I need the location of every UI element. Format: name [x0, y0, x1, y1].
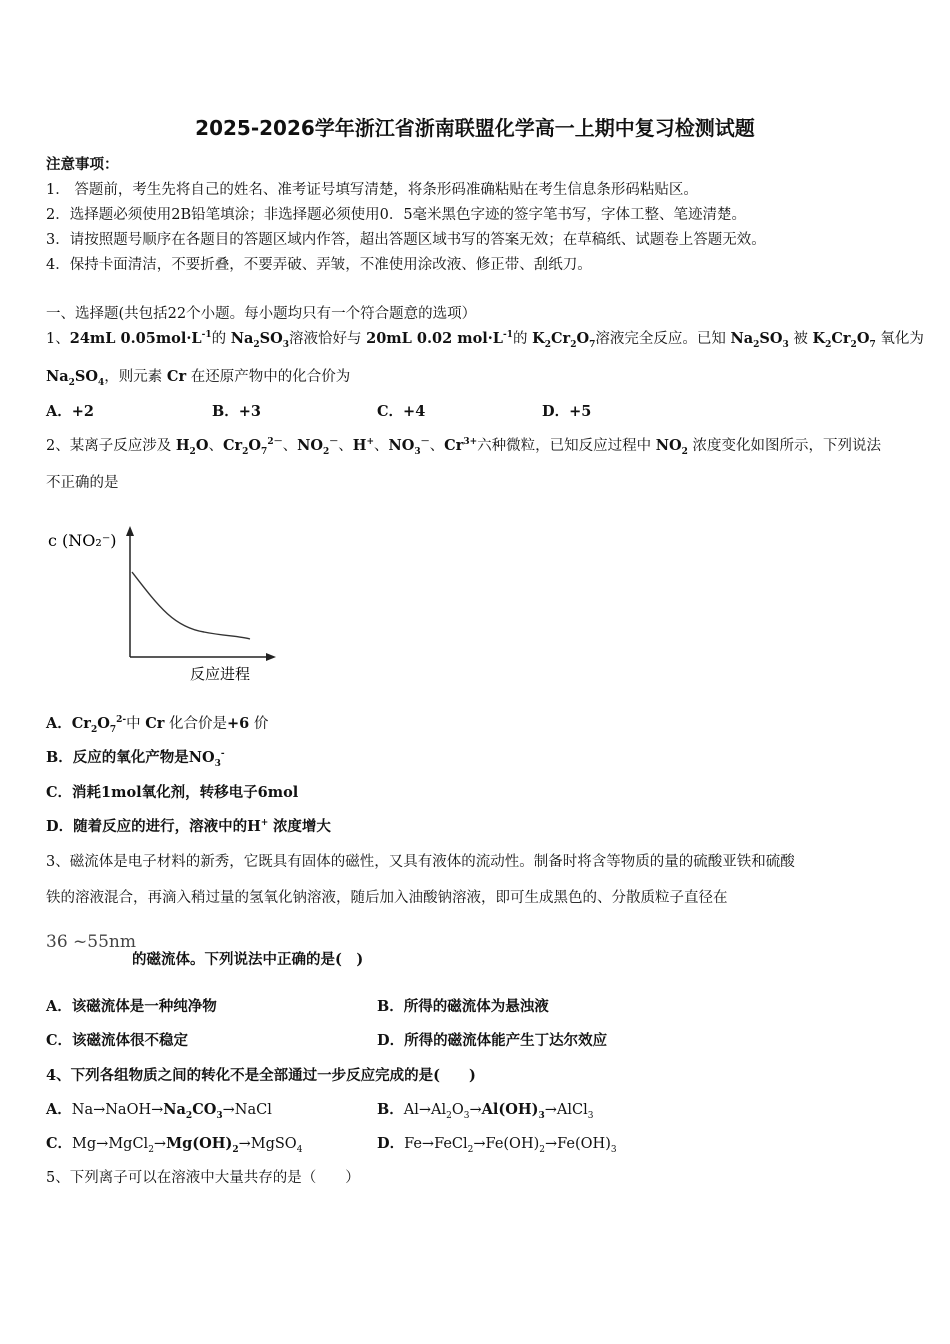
page-title: 2025-2026学年浙江省浙南联盟化学高一上期中复习检测试题 [195, 116, 755, 140]
q3-size-range: 36 ~55nm [46, 932, 136, 952]
section-heading: 一、选择题(共包括22个小题。每小题均只有一个符合题意的选项） [46, 306, 477, 322]
graph-x-arrow [266, 653, 276, 661]
q3-option-a: A．该磁流体是一种纯净物 [46, 998, 217, 1015]
q4-option-b: B．$Al\to Al_2O_3\to Al(OH)_3\to AlCl_3$ [377, 1101, 594, 1121]
q1-option-d: D．+5 [542, 403, 592, 420]
q2-option-b: B．反应的氧化产物是$NO_3^-$ [46, 749, 225, 769]
q3-stem-line1: 3、磁流体是电子材料的新秀，它既具有固体的磁性，又具有液体的流动性。制备时将含等物质的量的硫酸亚铁和硫酸 [46, 854, 795, 870]
q2-option-c: C．消耗1mol氧化剂，转移电子6mol [46, 784, 299, 801]
notice-item-1: 1． 答题前，考生先将自己的姓名、准考证号填写清楚，将条形码准确粘贴在考生信息条形码粘贴区。 [46, 182, 698, 198]
q2-option-d: D．随着反应的进行，溶液中的H+ 浓度增大 [46, 818, 331, 835]
q4-option-c: C．$Mg\to MgCl_2\to Mg(OH)_2\to MgSO_4$ [46, 1135, 303, 1155]
q2-option-d-post: 浓度增大 [272, 818, 331, 835]
q5-stem: 5、下列离子可以在溶液中大量共存的是（ ） [46, 1170, 360, 1186]
graph-x-label: 反应进程 [190, 665, 251, 683]
q3-option-d: D．所得的磁流体能产生丁达尔效应 [377, 1032, 608, 1049]
q2-stem-line2: 不正确的是 [46, 475, 119, 491]
no2-concentration-graph [44, 522, 294, 692]
notice-item-2: 2．选择题必须使用2B铅笔填涂；非选择题必须使用0．5毫米黑色字迹的签字笔书写，字体工整、笔迹清楚。 [46, 207, 747, 223]
graph-curve [132, 572, 250, 639]
notice-item-4: 4．保持卡面清洁，不要折叠，不要弄破、弄皱，不准使用涂改液、修正带、刮纸刀。 [46, 257, 592, 273]
q4-stem: 4、下列各组物质之间的转化不是全部通过一步反应完成的是( ) [46, 1067, 476, 1084]
q2-option-b-text: B．反应的氧化产物是 [46, 749, 189, 766]
q4-option-a: A．$Na\to NaOH\to Na_2CO_3\to NaCl$ [46, 1101, 272, 1121]
q1-stem-line1: 1、24mL $0.05mol\cdot L^{-1}$的 $Na_2SO_3$溶液恰好与 20mL 0.02 $mol\cdot L^{-1}$的 $K_2Cr_2O_7$溶液完全反应。已知 $Na_2SO_3$ 被 $K_2Cr_2O_7$ 氧化为 [46, 330, 924, 350]
q1-stem-line2: $Na_2SO_4$，则元素 Cr 在还原产物中的化合价为 [46, 368, 351, 388]
q1-option-c: C．+4 [377, 403, 426, 420]
graph-y-arrow [126, 526, 134, 536]
q3-option-c: C．该磁流体很不稳定 [46, 1032, 189, 1049]
notice-heading: 注意事项： [46, 156, 119, 173]
q2-option-d-pre: D．随着反应的进行，溶液中的 [46, 818, 248, 835]
q2-option-a: A．$Cr_2O_7^{2-}$中 Cr 化合价是+6 价 [46, 715, 269, 735]
q3-stem-line2: 铁的溶液混合，再滴入稍过量的氢氧化钠溶液，随后加入油酸钠溶液，即可生成黑色的、分散质粒子直径在 [46, 890, 728, 906]
q3-option-b: B．所得的磁流体为悬浊液 [377, 998, 549, 1015]
graph-y-label: c (NO₂⁻) [48, 531, 117, 550]
q4-option-d: D．$Fe\to FeCl_2\to Fe(OH)_2\to Fe(OH)_3$ [377, 1135, 617, 1155]
q3-stem-line3: 的磁流体。下列说法中正确的是( ) [132, 951, 364, 968]
notice-item-3: 3．请按照题号顺序在各题目的答题区域内作答，超出答题区域书写的答案无效；在草稿纸、试题卷上答题无效。 [46, 232, 766, 248]
q1-option-a: A．+2 [46, 403, 94, 420]
q2-stem-line1: 2、某离子反应涉及 $H_2O$、$Cr_2O_7^{2-}$、$NO_2^-$、H+、$NO_3^-$、$Cr^{3+}$六种微粒，已知反应过程中 $NO_2$ 浓度变化如图所示，下列说法 [46, 437, 882, 457]
q1-option-b: B．+3 [212, 403, 261, 420]
